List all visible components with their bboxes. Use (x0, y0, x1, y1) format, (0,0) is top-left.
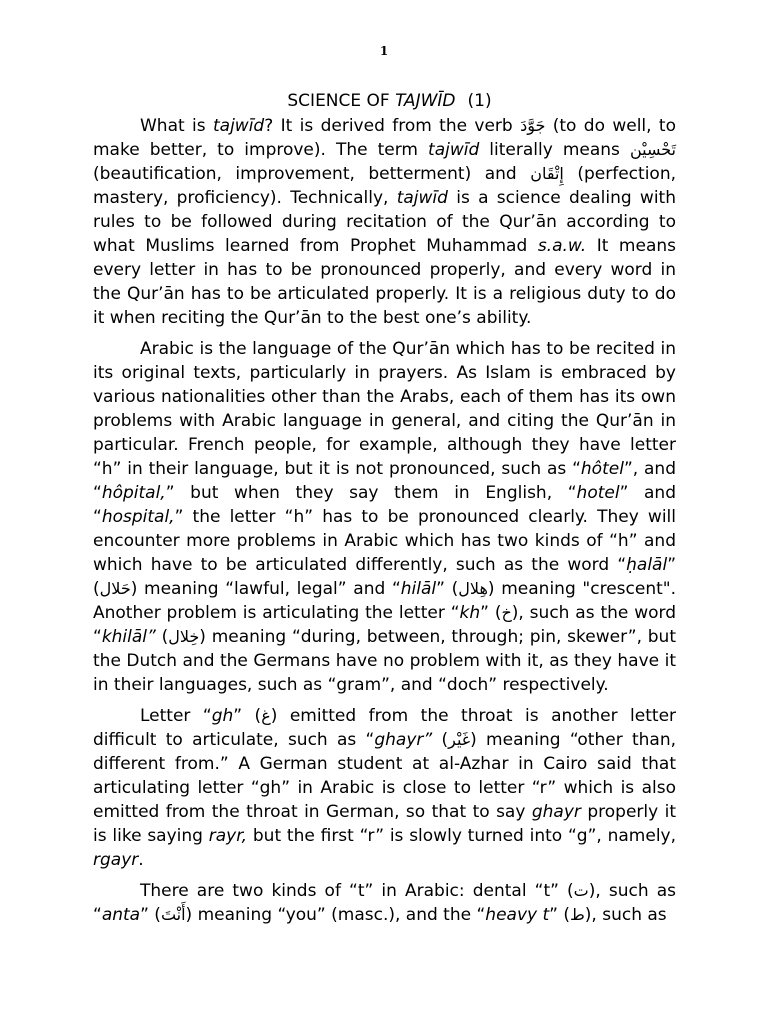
text-run: ) emitted from the throat is another letter difficult to articulate, such as “ (93, 706, 677, 750)
italic-term: ghayr (531, 802, 581, 822)
arabic-word: جَوَّدَ (520, 116, 546, 135)
text-run: What is (140, 116, 213, 136)
text-run: ” ( (93, 555, 676, 599)
italic-term: rgayr (93, 850, 139, 870)
text-run: ( (155, 627, 169, 647)
italic-term: hôtel (580, 459, 624, 479)
arabic-word: تَحْسِيْن (629, 140, 676, 159)
italic-term: kh (459, 603, 481, 623)
text-run: Arabic is the language of the Qur’ān which has to be recited in its original texts, particularly in prayers. As Islam is embraced by various nationalities other than the Arabs, each of them has its own problems with Arabic language in general, and citing the Qur’ān in particular. French people, for example, although they have letter “h” in their language, but it is not pronounced, such as “ (93, 339, 676, 479)
arabic-word: خِلال (168, 627, 200, 646)
text-run: ”, and “ (93, 459, 676, 503)
text-run: ) meaning “during, between, through; pin, skewer”, but the Dutch and the Germans have no problem with it, as they have it in their languages, such as “gram”, and “doch” respectively. (93, 627, 676, 695)
text-run: ” ( (233, 706, 262, 726)
text-run: ” ( (480, 603, 502, 623)
text-run: ), such as the word “ (93, 603, 677, 647)
italic-term: tajwīd (428, 140, 480, 160)
text-run: ) meaning “you” (masc.), and the “ (185, 905, 486, 925)
text-run: (beautification, improvement, betterment) and (93, 164, 531, 184)
italic-term: heavy t (485, 905, 550, 925)
paragraph-letter-t (93, 879, 676, 927)
arabic-word: هِلال (458, 579, 488, 598)
text-run: but the first “r” is slowly turned into “g”, namely, (247, 826, 677, 846)
text-run: ” ( (549, 905, 570, 925)
italic-term: tajwīd (396, 188, 448, 208)
text-run: ” ( (140, 905, 161, 925)
text-run: (perfection, mastery, proficiency). Technically, (93, 164, 676, 208)
italic-term: tajwīd (212, 116, 265, 136)
italic-term: khilāl” (101, 627, 156, 647)
text-run: properly it is like saying (93, 802, 676, 846)
arabic-word: ط (569, 905, 585, 924)
arabic-word: إِتْقَان (530, 164, 564, 183)
italic-term: hospital, (101, 507, 175, 527)
text-run: ( (432, 730, 449, 750)
text-run: ” but when they say them in English, “ (165, 483, 577, 503)
text-run: Letter “ (140, 706, 212, 726)
italic-term: gh (211, 706, 234, 726)
title-main: SCIENCE OF (287, 91, 396, 111)
arabic-word: ت (573, 881, 589, 900)
italic-term: rayr, (208, 826, 248, 846)
arabic-word: غَيْر (448, 730, 471, 749)
page-number: 1 (379, 44, 389, 58)
text-run: ” the letter “h” has to be pronounced clearly. They will encounter more problems in Arabic which has two kinds of “h” and which have to be articulated differently, such as the word “ (93, 507, 676, 575)
arabic-word: حَلال (99, 579, 131, 598)
text-run: ? It is derived from the verb (264, 116, 521, 136)
paragraph-tajwid-definition (93, 114, 676, 330)
italic-term: anta (101, 905, 141, 925)
text-run: (to do well, to make better, to improve). The term (93, 116, 676, 160)
page-title (93, 89, 676, 114)
arabic-word: خ (501, 603, 512, 622)
text-run: ), such as “ (93, 881, 676, 925)
text-run: ) meaning “lawful, legal” and “ (130, 579, 401, 599)
text-run: There are two kinds of “t” in Arabic: dental “t” ( (140, 881, 574, 901)
text-run: It means every letter in has to be pronounced properly, and every word in the Qur’ān has to be articulated properly. It is a religious duty to do it when reciting the Qur’ān to the best one’s ability. (93, 236, 676, 328)
text-run: ) meaning "crescent". Another problem is articulating the letter “ (93, 579, 676, 623)
italic-term: hilāl (400, 579, 437, 599)
paragraph-letter-gh (93, 704, 676, 872)
italic-term: hotel (576, 483, 620, 503)
text-run: ” ( (436, 579, 459, 599)
title-italic: TAJWĪD (395, 91, 456, 111)
title-suffix: (1) (467, 91, 492, 111)
text-run: ), such as (584, 905, 667, 925)
document-body (93, 89, 676, 934)
text-run: literally means (479, 140, 630, 160)
italic-term: hôpital, (101, 483, 166, 503)
text-run: ” and “ (93, 483, 676, 527)
text-run: . (138, 850, 144, 870)
paragraph-arabic-language (93, 337, 676, 697)
arabic-word: أَنْتَ (160, 905, 186, 924)
text-run: ) meaning “other than, different from.” A German student at al-Azhar in Cairo said that articulating letter “gh” in Arabic is close to letter “r” which is also emitted from the throat in German, so that to say (93, 730, 676, 822)
italic-term: s.a.w. (537, 236, 587, 256)
italic-term: ghayr” (374, 730, 433, 750)
text-run: is a science dealing with rules to be followed during recitation of the Qur’ān according to what Muslims learned from Prophet Muhammad (93, 188, 676, 256)
arabic-word: غ (261, 706, 271, 725)
italic-term: ḥalāl (626, 555, 668, 575)
